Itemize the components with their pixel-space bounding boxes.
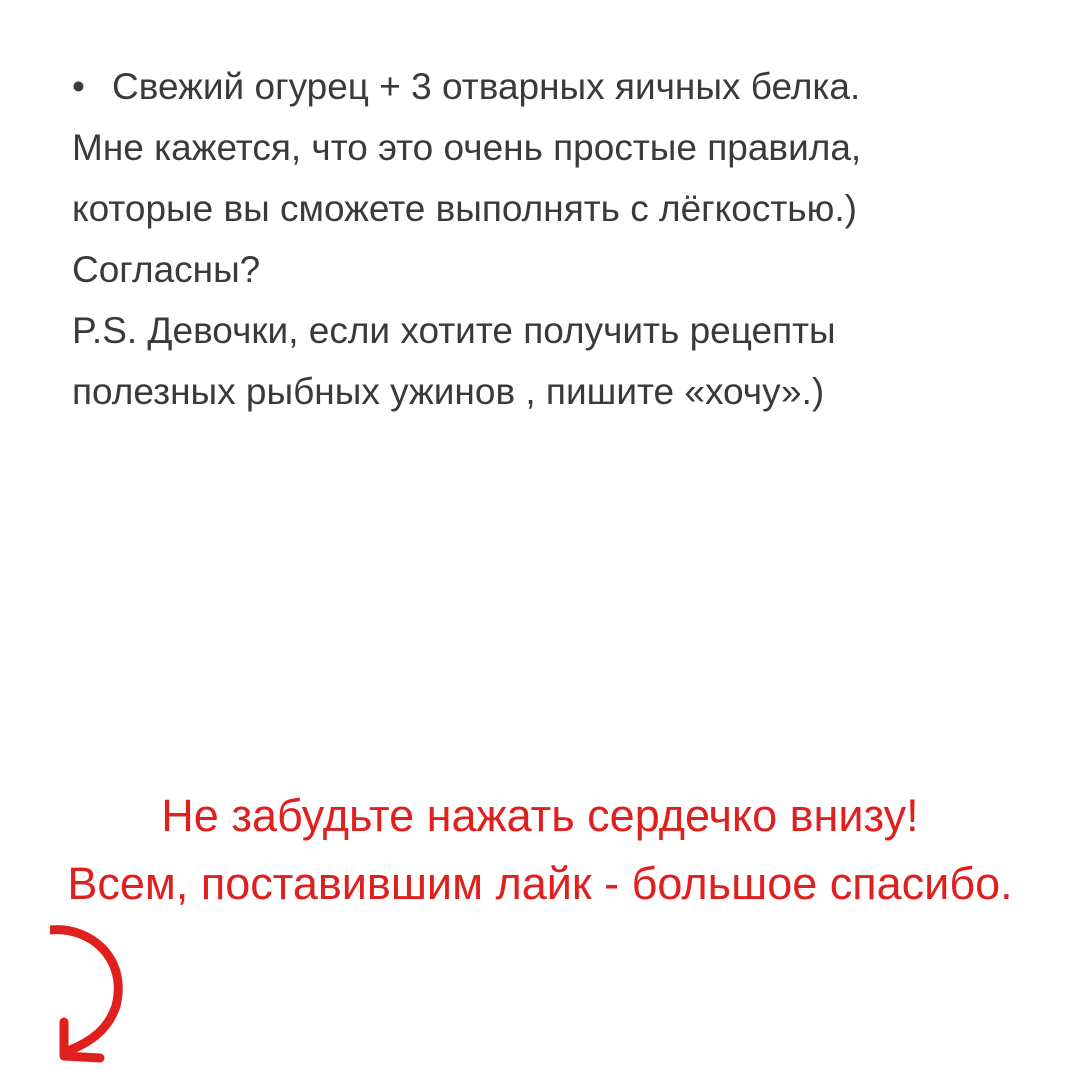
curved-arrow-down-left-icon [50,918,140,1068]
text-line: Мне кажется, что это очень простые правила, [72,127,862,168]
text-line: полезных рыбных ужинов , пишите «хочу».) [72,371,825,412]
bullet-icon: • [72,66,85,107]
bullet-item-text: Свежий огурец + 3 отварных яичных белка. [112,66,861,107]
post-body-text [72,56,1032,422]
thanks-line: Всем, поставившим лайк - большое спасибо. [67,858,1013,909]
like-reminder [0,782,1080,918]
text-line: P.S. Девочки, если хотите получить рецепты [72,310,836,351]
text-line: которые вы сможете выполнять с лёгкостью.) [72,188,857,229]
text-line: Согласны? [72,249,261,290]
bullet-item [72,56,1032,117]
like-reminder-line: Не забудьте нажать сердечко внизу! [161,790,919,841]
